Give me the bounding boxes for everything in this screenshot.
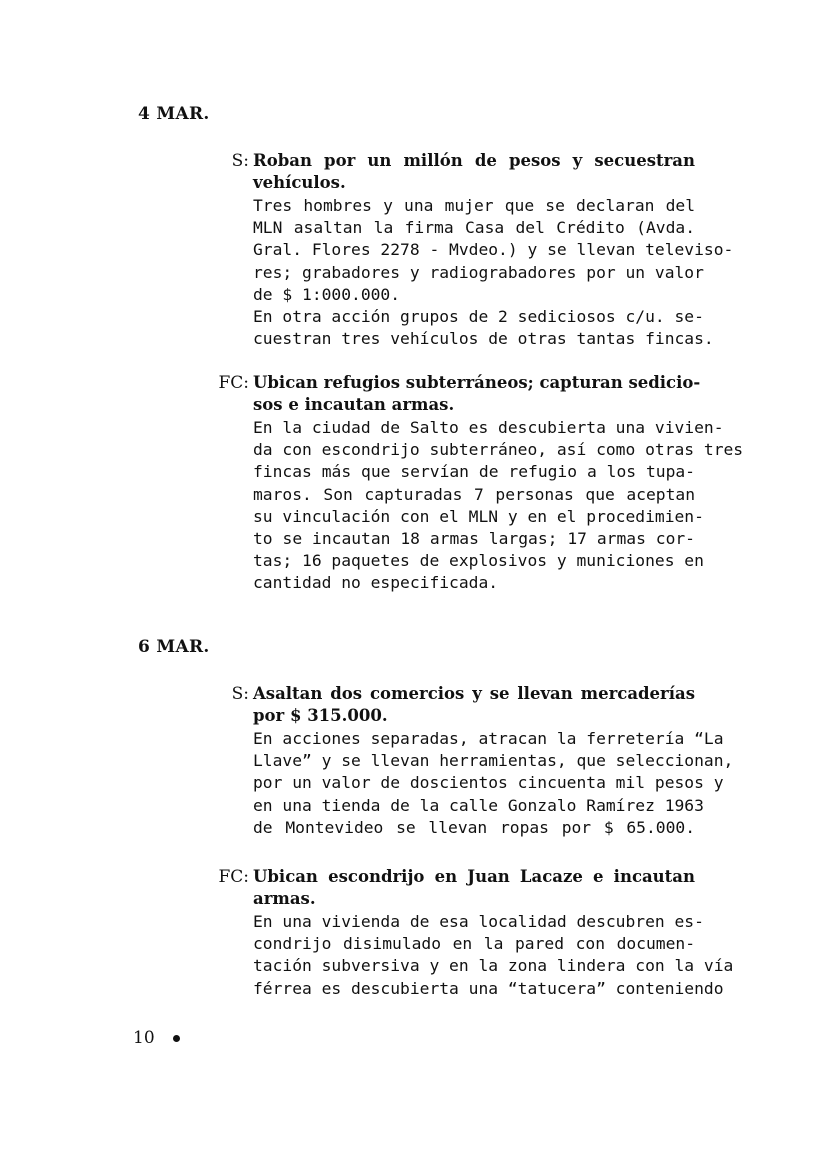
body-line: en una tienda de la calle Gonzalo Ramírez 1963 — [253, 795, 704, 815]
headline-line: armas. — [253, 889, 316, 908]
entry-body — [253, 728, 734, 839]
entry-headline — [253, 683, 695, 727]
entry-code: S: — [231, 684, 249, 704]
body-line: por un valor de doscientos cincuenta mil pesos y — [253, 773, 724, 793]
body-line: cantidad no especificada. — [253, 573, 499, 593]
entry-code: FC: — [218, 867, 249, 887]
page-number: 10 — [133, 1028, 155, 1048]
body-line: to se incautan 18 armas largas; 17 armas cor- — [253, 529, 695, 549]
body-line: da con escondrijo subterráneo, así como otras tres — [253, 440, 744, 460]
body-line: cuestran tres vehículos de otras tantas fincas. — [253, 329, 714, 349]
body-line: Gral. Flores 2278 - Mvdeo.) y se llevan televiso- — [253, 240, 734, 260]
date-heading: 4 MAR. — [138, 104, 210, 124]
body-line: Tres hombres y una mujer que se declaran del — [253, 196, 695, 215]
body-line: tación subversiva y en la zona lindera con la vía — [253, 956, 734, 976]
body-line: tas; 16 paquetes de explosivos y municiones en — [253, 551, 704, 571]
body-line: res; grabadores y radiograbadores por un valor — [253, 262, 704, 282]
body-line: fincas más que servían de refugio a los tupa- — [253, 462, 695, 482]
entry-body — [253, 417, 744, 595]
date-heading: 6 MAR. — [138, 637, 210, 657]
entry-body — [253, 911, 734, 1000]
body-line: de Montevideo se llevan ropas por $ 65.000. — [253, 817, 695, 837]
body-line: En una vivienda de esa localidad descubren es- — [253, 912, 704, 931]
headline-line: Ubican escondrijo en Juan Lacaze e incautan — [253, 867, 695, 886]
headline-line: por $ 315.000. — [253, 706, 388, 725]
entry-item — [205, 372, 744, 595]
page-footer — [133, 1028, 180, 1048]
headline-line: Ubican refugios subterráneos; capturan sedicio- — [253, 373, 701, 392]
body-line: su vinculación con el MLN y en el procedimien- — [253, 506, 704, 526]
entry-headline — [253, 372, 701, 416]
body-line: maros. Son capturadas 7 personas que aceptan — [253, 484, 695, 504]
headline-line: sos e incautan armas. — [253, 395, 455, 414]
entry-item — [205, 150, 734, 350]
headline-line: Roban por un millón de pesos y secuestran — [253, 151, 695, 170]
body-line: MLN asaltan la firma Casa del Crédito (Avda. — [253, 218, 695, 238]
entry-content — [253, 683, 734, 839]
headline-line: vehículos. — [253, 173, 346, 192]
body-line: En otra acción grupos de 2 sediciosos c/u. se- — [253, 307, 704, 327]
entry-content — [253, 150, 734, 350]
entry-code: FC: — [218, 373, 249, 393]
entry-content — [253, 372, 744, 595]
entry-body — [253, 195, 734, 350]
entry-headline — [253, 150, 695, 194]
headline-line: Asaltan dos comercios y se llevan mercaderías — [253, 684, 695, 703]
body-line: Llave” y se llevan herramientas, que seleccionan, — [253, 751, 734, 771]
body-line: férrea es descubierta una “tatucera” conteniendo — [253, 978, 724, 998]
bullet-icon — [173, 1035, 180, 1042]
body-line: En acciones separadas, atracan la ferretería “La — [253, 729, 724, 748]
body-line: En la ciudad de Salto es descubierta una vivien- — [253, 418, 724, 437]
entry-code: S: — [231, 151, 249, 171]
entry-content — [253, 866, 734, 1000]
entry-headline — [253, 866, 695, 910]
body-line: de $ 1:000.000. — [253, 284, 401, 304]
entry-item — [205, 866, 734, 1000]
entry-item — [205, 683, 734, 839]
body-line: condrijo disimulado en la pared con documen- — [253, 934, 695, 954]
